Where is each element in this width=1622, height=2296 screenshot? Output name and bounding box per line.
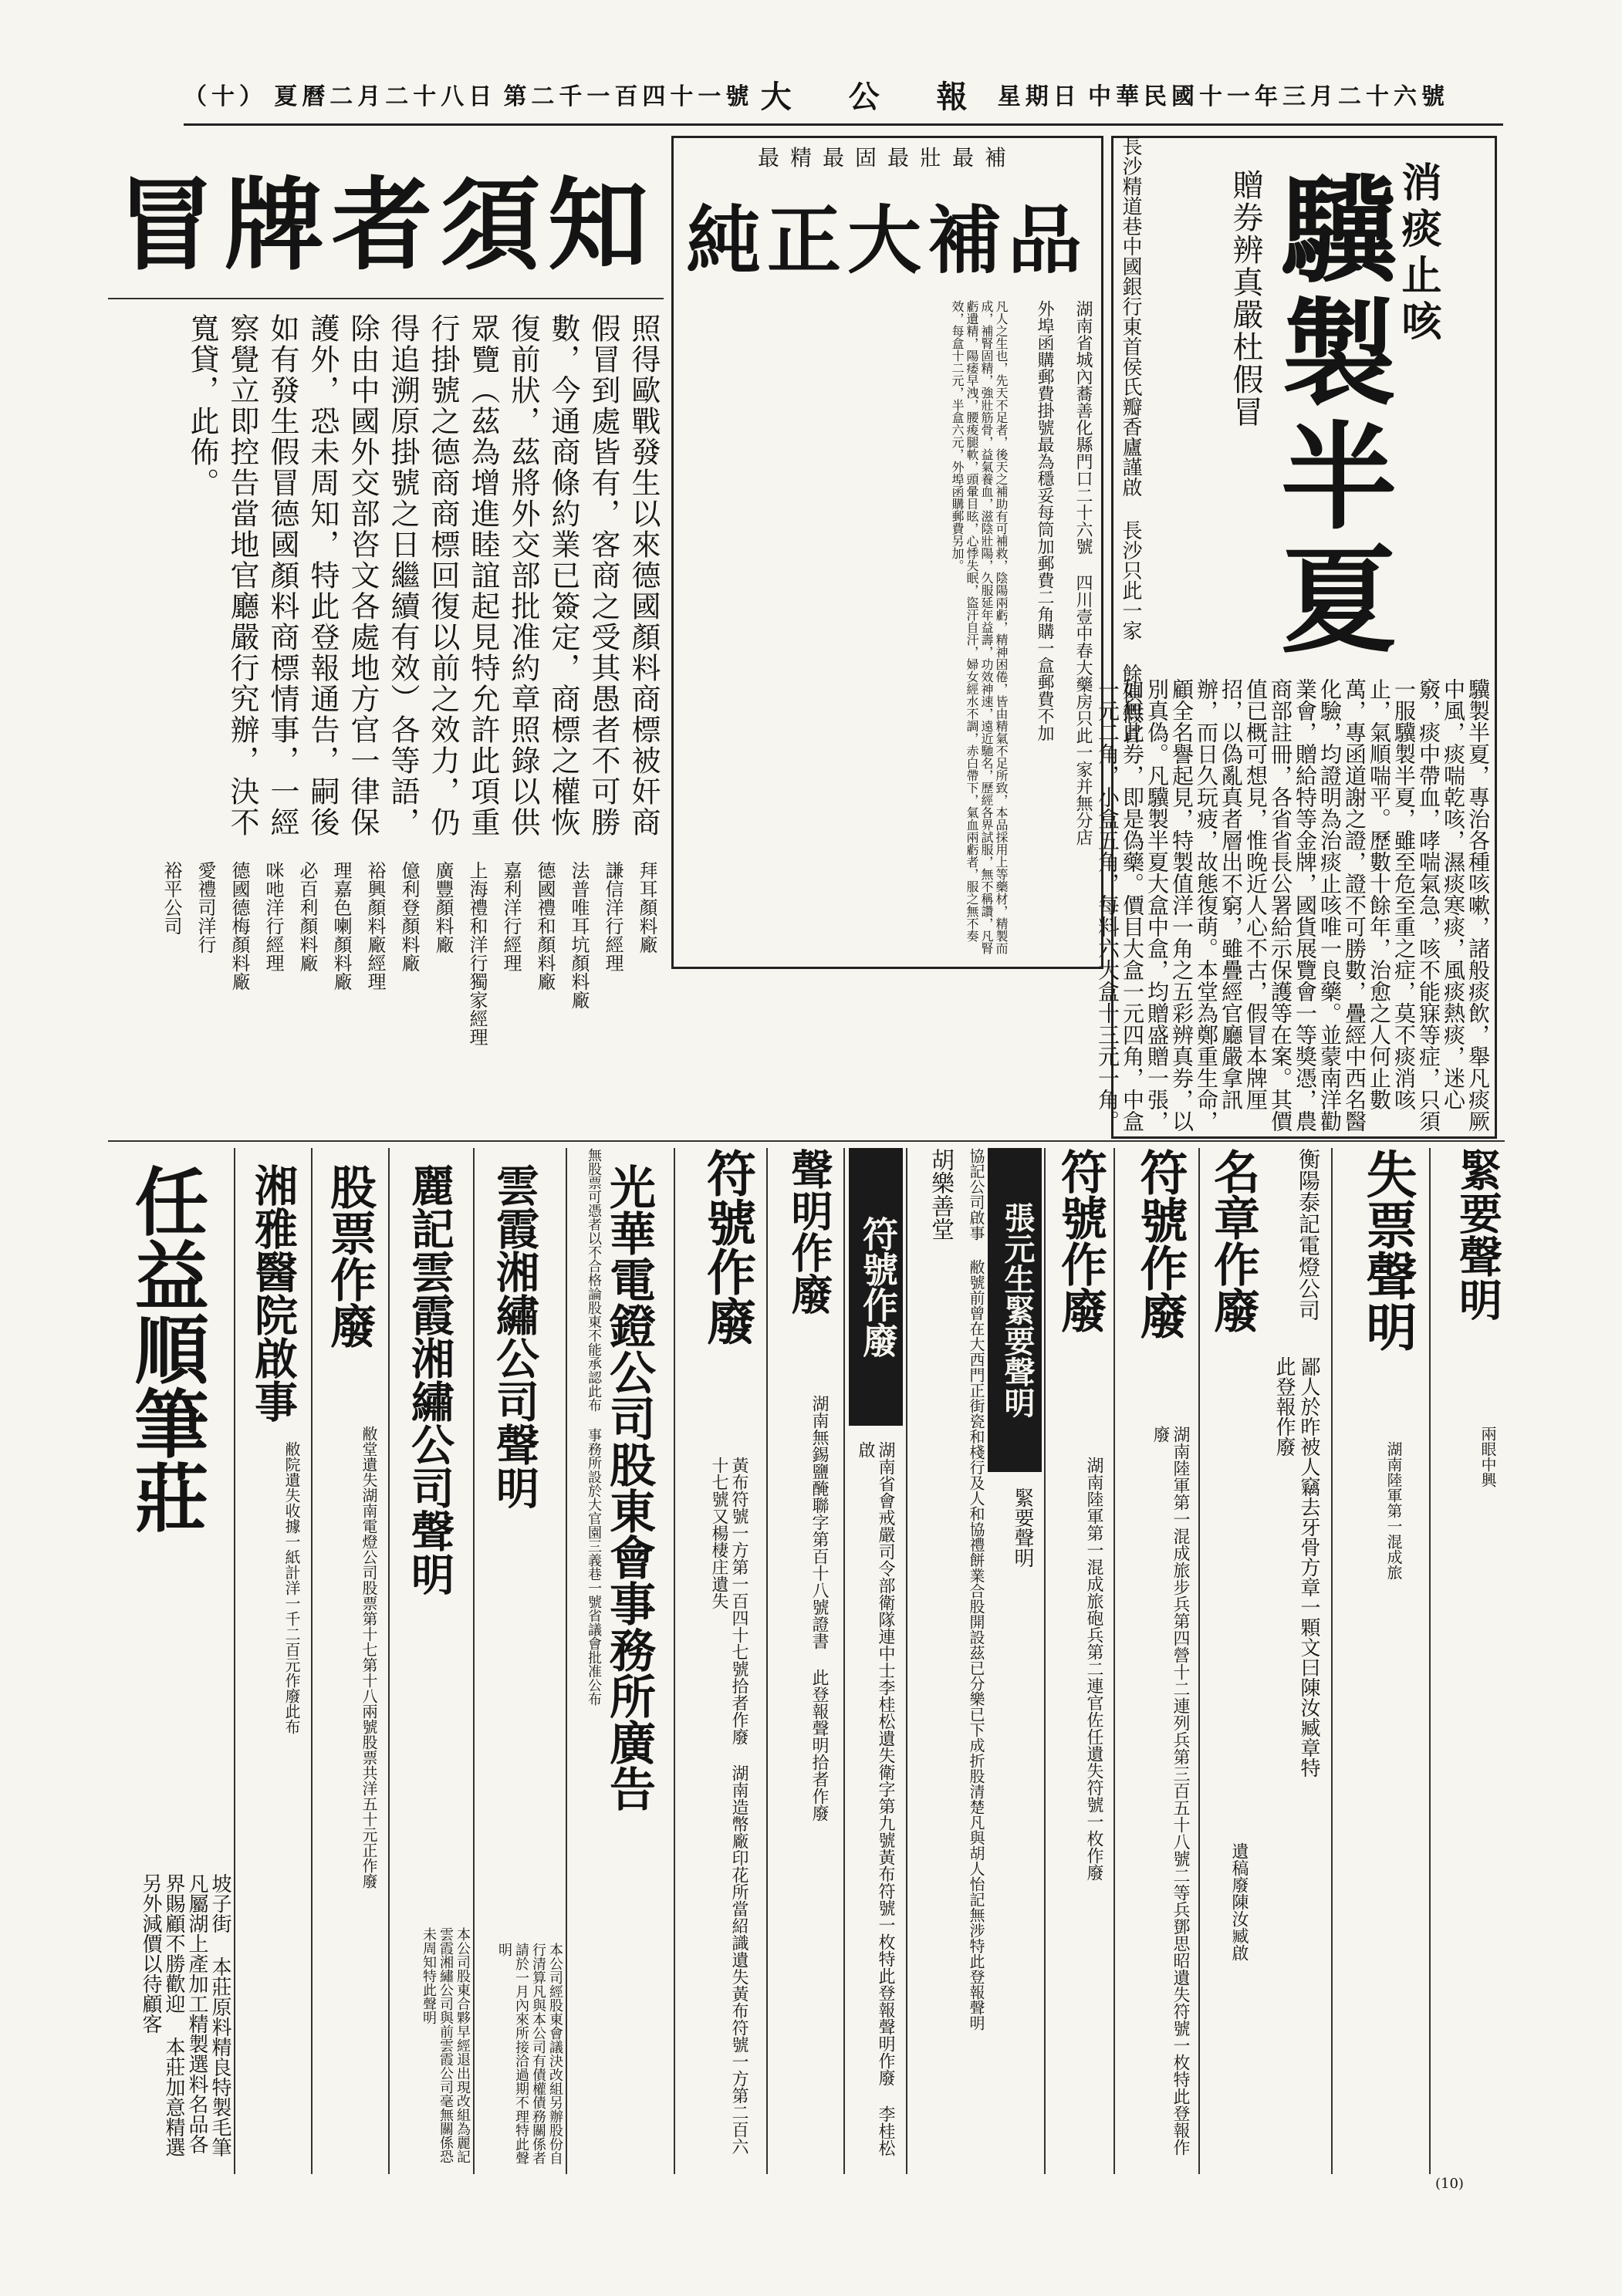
small-ad-title: 緊要聲明 [1452,1148,1503,1321]
signer: 法普唯耳坑顏料廠 [568,861,590,1009]
buping-title: 純正大補品 [687,196,1088,284]
masthead-weekday: 星期日 [997,83,1081,110]
small-ad [1049,1148,1111,2174]
banxia-title: 驥製半夏 [1261,169,1397,663]
small-ad-title: 股票作廢 [323,1163,377,1349]
masthead-date: 中華民國十一年三月二十六號 [1087,83,1449,110]
small-ad-body: 坡子街 本莊原料精良特製毛筆凡屬湖上產加工精製選料名品各界賜顧不勝歡迎 本莊加意精選另外減價以待顧客 [139,1873,231,2157]
small-ad [772,1148,841,2174]
small-ad-body: 湖南無錫鹽醃聯字第百十八號證書 此登報聲明拾者作廢 [809,1395,829,1822]
small-ad-title: 名章作廢 [1206,1148,1260,1333]
signer: 嘉利洋行經理 [500,861,522,972]
small-ad-title: 張元生緊要聲明 [988,1148,1042,1472]
small-ad [911,1148,985,2174]
small-ad-title: 光華電鐙公司股東會事務所廣告 [602,1163,656,1811]
signer: 拜耳顏料廠 [636,861,657,954]
signer: 裕興顏料廠經理 [364,861,386,991]
small-ad-body: 湖南陸軍第一混成旅 [1384,1441,1403,1580]
masthead [184,74,1449,114]
small-ad-body: 協記公司啟事 敝號前曾在大西門正街瓷和棧行及人和協禮餅業合股開設茲已分樂已下成折股清楚凡與胡人怡記無涉特此登報聲明 [967,1148,985,2031]
banxia-side-right: 贈券辨真嚴杜假冒 [1228,169,1263,428]
banxia-side-top: 消痰止咳 [1394,161,1441,346]
small-ad-body: 無股票可憑者以不合格論股東不能承認此布 事務所設於大官園三義巷一號省議會批准公布 [586,1148,602,1706]
signer: 廣豐顏料廠 [432,861,454,954]
masthead-paper-name: 大 公 報 [760,78,991,115]
classified-ads [108,1148,1505,2174]
small-ad [394,1148,471,2174]
buping-footer-1: 外埠函購郵費掛號最為穩妥每筒加郵費二角購一盒郵費不加 [1035,300,1054,741]
small-ad [1435,1148,1505,2174]
small-ad [478,1148,563,2174]
buping-body: 凡人之生也，先天不足者，後天之補助有可補救，陰陽兩虧，精神困倦，皆由精氣不足所致，本品採用上等藥材，精製而成，補腎固精，強壯筋骨，益氣養血，滋陰壯陽，久服延年益壽，功效神速，遠近馳名，歷經各界試服，無不稱讚，凡腎虧遺精，陽痿早洩，腰痠腿軟，頭暈目眩，心悸失眠，盜汗自汗，婦女經水不調，赤白帶下，氣血兩虧者，服之無不奏效，每盒十二元，半盒六元，外埠函購郵費另加。 [950,300,1009,954]
signer: 德國禮和顏料廠 [534,861,556,991]
small-ad [108,1148,231,2174]
small-ad-title: 雲霞湘繡公司聲明 [489,1163,540,1509]
column-rule [766,1148,768,2174]
small-ad [1265,1148,1329,2174]
small-ad [1204,1148,1264,2174]
signer: 愛禮司洋行 [194,861,216,954]
column-rule [674,1148,675,2174]
small-ad-title: 符號作廢 [1053,1148,1107,1333]
small-ad [316,1148,386,2174]
signer: 上海禮和洋行獨家經理 [466,861,488,1046]
section-divider [108,1140,1505,1142]
small-ad-title: 符號作廢 [849,1148,903,1426]
column-rule [1429,1148,1431,2174]
small-ad-body: 本公司股東合夥早經退出現改組為麗記雲霞湘繡公司與前雲霞公司毫無關係恐未周知特此聲明 [421,1927,471,2163]
small-ad [988,1148,1042,2174]
signer: 裕平公司 [161,861,182,935]
buping-subtitle: 最精最固最壯最補 [757,145,1017,171]
small-ad-body: 敝院遺失收據一紙計洋一千二百元作廢此布 [282,1441,301,1734]
small-ad-title: 麗記雲霞湘繡公司聲明 [404,1163,455,1595]
column-rule [843,1148,845,2174]
small-ad-body: 鄙人於昨被人竊去牙骨方章一顆文曰陳汝臧章特此登報作廢 [1272,1356,1320,1778]
small-ad [1119,1148,1196,2174]
small-ad-title: 湘雅醫院啟事 [248,1163,299,1423]
banxia-footer: 長沙精道巷中國銀行東首侯氏瓣香廬謹啟 長沙只此一家 餘俱假冒 [1119,136,1142,744]
signer: 謙信洋行經理 [602,861,623,972]
column-rule [388,1148,390,2174]
trademark-title: 冒牌者須知 [115,165,656,284]
small-ad-title: 符號作廢 [1132,1148,1188,1339]
small-ad-body: 本公司經股東會議決改組另辦股份自行清算凡與本公司有債權債務關係者請於一月內來所接洽過期不理特此聲明 [496,1943,563,2165]
small-ad-body: 敝堂遺失湖南電燈公司股票第十七第十八兩號股票共洋五十元正作廢 [360,1426,378,1889]
small-ad-body: 湖南陸軍第一混成旅砲兵第二連官佐任遺失符號一枚作廢 [1084,1457,1103,1881]
small-ad-body: 兩眼中興 [1478,1426,1497,1487]
signer: 德國德梅顏料廠 [228,861,250,991]
small-ad-title: 任益順筆莊 [123,1163,210,1534]
small-ad-body: 湖南陸軍第一混成旅步兵第四營十二連列兵第三百五十八號二等兵鄧思昭遺失符號一枚特此登報作廢 [1151,1426,1190,2156]
ad-buping [671,136,1103,969]
trademark-rule [108,298,664,299]
signer: 億利登顏料廠 [398,861,420,972]
small-ad [1335,1148,1426,2174]
column-rule [1331,1148,1333,2174]
signer: 咪吔洋行經理 [262,861,284,972]
small-ad-title: 衡陽泰記電燈公司 [1296,1148,1321,1321]
trademark-signers [162,861,664,1123]
column-rule [234,1148,235,2174]
column-rule [906,1148,907,2174]
small-ad [679,1148,764,2174]
signer: 必百利顏料廠 [296,861,318,972]
small-ad-body: 緊要聲明 [1011,1487,1034,1568]
small-ad-body: 遺稿廢陳汝臧啟 [1229,1842,1249,1961]
column-rule [1044,1148,1046,2174]
column-rule [566,1148,567,2174]
column-rule [1113,1148,1115,2174]
small-ad-body: 黃布符號一方第一百四十七號拾者作廢 湖南造幣廠印花所當紹識遺失黃布符號一方第二百六十七號又楊棲庄遺失 [709,1457,748,2155]
buping-footer-2: 湖南省城內蕎善化縣門口二十六號 四川壹中春大藥房只此一家并無分店 [1073,300,1093,846]
small-ad [849,1148,903,2174]
ad-trademark [108,136,664,1123]
masthead-lunar-date: 夏曆二月二十八日 [274,83,497,110]
small-ad [571,1148,671,2174]
small-ad-title: 符號作廢 [698,1148,756,1346]
masthead-issue: 第二千一百四十一號 [503,83,754,110]
column-rule [311,1148,313,2174]
masthead-rule [184,123,1503,126]
small-ad-body: 湖南省會戒嚴司令部衛隊連中士李桂松遺失衛字第九號黃布符號一枚特此登報聲明作廢 李桂松啟 [856,1441,895,2156]
small-ad-title: 失票聲明 [1357,1148,1418,1352]
signer: 理嘉色喇顏料廠 [330,861,352,991]
banxia-body: 驥製半夏，專治各種咳嗽，諸般痰飲，舉凡痰厥中風，痰喘乾咳，濕痰寒痰，風痰熱痰，迷心竅，痰中帶血，哮喘氣急，咳不能寐等症，只須一服驥製半夏，雖至危至重之症，莫不痰消咳止，氣順喘平。歷數十餘年，治愈之人何止數萬，專函道謝之證，證不可勝數，疊經中西名醫化驗，均證明為治痰止咳唯一良藥。並蒙南洋勸業會，贈給特等金牌，國貨展覽會一等獎憑，農商部註冊，各省省長公署給示保護等在案。其價值已概可想見，惟晚近人心不古，假冒本牌厘招，以偽亂真者層出不窮，雖疊經官廳嚴拿訊辦，而日久玩疲，故態復萌。本堂為鄭重生命，顧全名譽起見，特製值洋一角之五彩辨真券，以別真偽。凡驥製半夏大盒中盒，均贈盛贈一張，如無此券，即是偽藥。價目大盒一元四角，中盒一元二角，小盒五角，每料六大盒十三元一角。 [1095,678,1491,1132]
column-rule [1198,1148,1200,2174]
column-rule [473,1148,475,2174]
small-ad-title: 聲明作廢 [785,1148,834,1315]
trademark-body: 照得歐戰發生以來德國顏料商標被奸商假冒到處皆有，客商之受其愚者不可勝數，今通商條約業已簽定，商標之權恢復前狀，茲將外交部批准約章照錄以供眾覽（茲為增進睦誼起見特允許此項重行掛號之德商商標回復以前之效力，仍得追溯原掛號之日繼續有效）各等語，除由中國外交部咨文各處地方官一律保護外，恐未周知，特此登報通告，嗣後如有發生假冒德國顏料商標情事，一經察覺立即控告當地官廳嚴行究辦，決不寬貸，此佈。 [185,313,661,838]
ad-banxia [1095,136,1497,1139]
small-ad [239,1148,309,2174]
masthead-page-no: （十） [184,83,267,110]
margin-label: (10) [1435,2176,1464,2192]
small-ad-title: 胡樂善堂 [927,1148,954,1241]
